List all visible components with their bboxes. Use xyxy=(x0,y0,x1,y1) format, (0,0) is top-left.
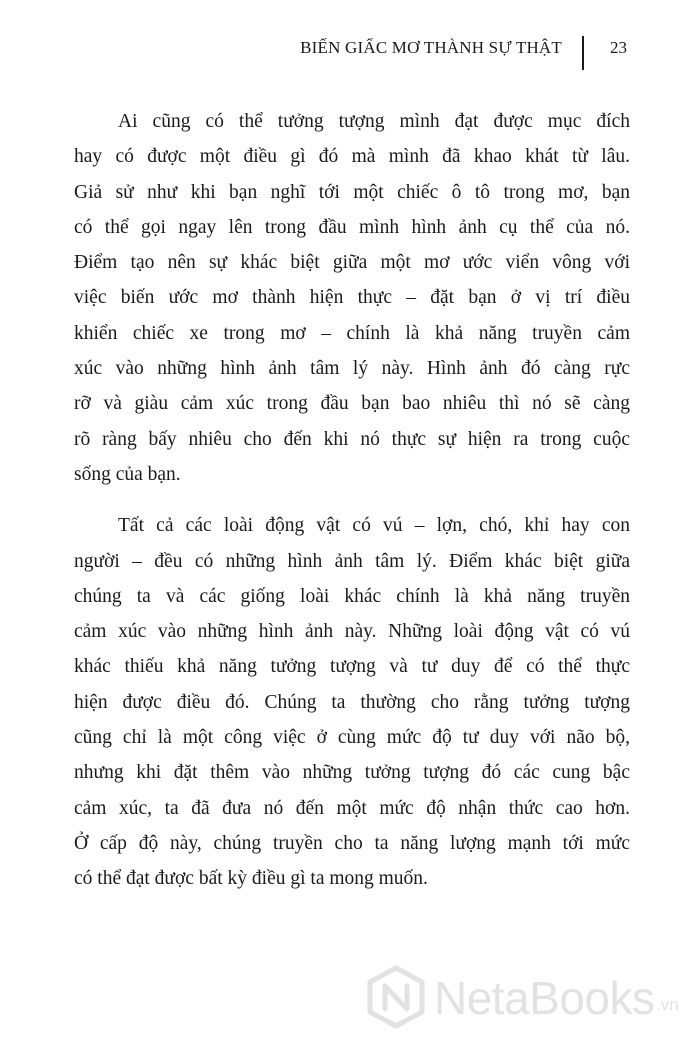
text-line: khiển chiếc xe trong mơ – chính là khả năng truyền cảm xyxy=(74,322,630,344)
page-number: 23 xyxy=(610,38,627,57)
body-text xyxy=(74,104,630,897)
watermark-brand: NetaBooks xyxy=(434,972,655,1024)
text-line: Giả sử như khi bạn nghĩ tới một chiếc ô tô trong mơ, bạn xyxy=(74,181,630,203)
text-line: cảm xúc, ta đã đưa nó đến một mức độ nhận thức cao hơn. xyxy=(74,797,630,819)
text-line: chúng ta và các giống loài khác chính là khả năng truyền xyxy=(74,585,630,607)
paragraph-2 xyxy=(74,508,630,896)
text-line: người – đều có những hình ảnh tâm lý. Điểm khác biệt giữa xyxy=(74,550,630,572)
text-line: Ai cũng có thể tưởng tượng mình đạt được mục đích xyxy=(118,111,630,132)
text-line: Tất cả các loài động vật có vú – lợn, chó, khỉ hay con xyxy=(118,515,630,537)
text-line: rỡ và giàu cảm xúc trong đầu bạn bao nhiêu thì nó sẽ càng xyxy=(74,393,630,415)
text-line: nhưng khi đặt thêm vào những tưởng tượng đó các cung bậc xyxy=(74,762,630,784)
netabooks-watermark xyxy=(364,963,694,1033)
text-line: có thể gọi ngay lên trong đầu mình hình ảnh cụ thể của nó. xyxy=(74,216,630,238)
header-divider xyxy=(582,36,584,70)
text-line: có thể đạt được bất kỳ điều gì ta mong muốn. xyxy=(74,868,428,890)
text-line: cảm xúc vào những hình ảnh này. Những loài động vật có vú xyxy=(74,621,630,643)
text-line: việc biến ước mơ thành hiện thực – đặt bạn ở vị trí điều xyxy=(74,287,630,309)
text-line: xúc vào những hình ảnh tâm lý này. Hình ảnh đó càng rực xyxy=(74,358,630,380)
text-line: hiện được điều đó. Chúng ta thường cho rằng tưởng tượng xyxy=(74,691,630,713)
text-line: sống của bạn. xyxy=(74,463,181,485)
text-line: Điểm tạo nên sự khác biệt giữa một mơ ước viển vông với xyxy=(74,252,630,274)
watermark-suffix: .vn xyxy=(656,995,679,1014)
running-header xyxy=(0,36,700,76)
netabooks-logo-icon xyxy=(364,965,428,1029)
text-line: khác thiếu khả năng tưởng tượng và tư duy để có thể thực xyxy=(74,656,630,678)
text-line: cũng chỉ là một công việc ở cùng mức độ tư duy với não bộ, xyxy=(74,727,630,749)
text-line: hay có được một điều gì đó mà mình đã khao khát từ lâu. xyxy=(74,146,630,168)
paragraph-1 xyxy=(74,104,630,492)
running-title: BIẾN GIẤC MƠ THÀNH SỰ THẬT xyxy=(300,38,562,57)
text-line: rõ ràng bấy nhiêu cho đến khi nó thực sự hiện ra trong cuộc xyxy=(74,428,630,450)
text-line: Ở cấp độ này, chúng truyền cho ta năng lượng mạnh tới mức xyxy=(74,832,630,854)
